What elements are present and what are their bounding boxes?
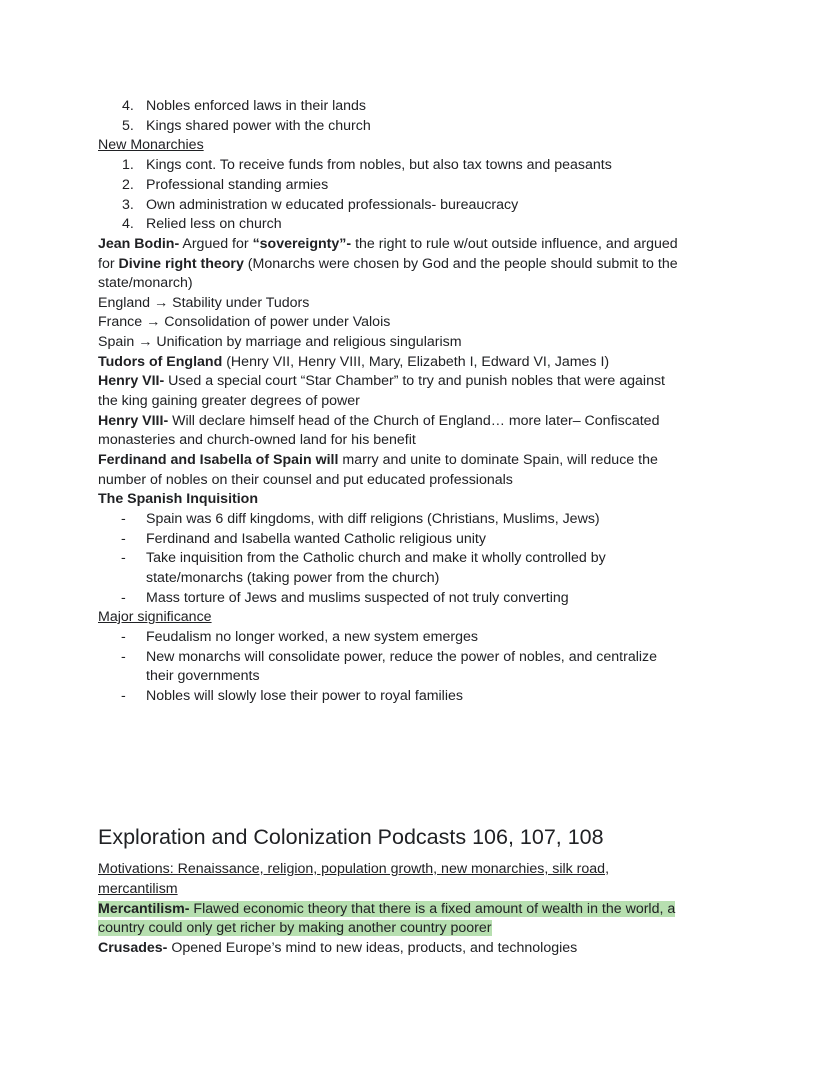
mercantilism-line-2 [98,919,492,939]
list-item: Feudalism no longer worked, a new system emerges [146,629,478,645]
henry8-line-2: monasteries and church-owned land for his benefit [98,432,416,448]
term: Divine right theory [118,256,244,272]
text: marry and unite to dominate Spain, will reduce the [338,452,658,468]
list-item: Spain was 6 diff kingdoms, with diff religions (Christians, Muslims, Jews) [146,511,600,527]
motivations-line-2: mercantilism [98,881,178,897]
list-item: their governments [146,668,260,684]
ferdinand-line-1 [98,451,658,471]
term: Jean Bodin- [98,236,180,252]
bullet-dash: - [121,550,126,566]
list-item: Kings shared power with the church [146,118,371,134]
highlight [98,901,675,917]
text: (Monarchs were chosen by God and the people should submit to the [243,256,678,272]
list-item: state/monarchs (taking power from the church) [146,570,440,586]
text: (Henry VII, Henry VIII, Mary, Elizabeth I, Edward VI, James I) [222,354,610,370]
list-item: Nobles will slowly lose their power to royal families [146,688,463,704]
list-item: Take inquisition from the Catholic church and make it wholly controlled by [146,550,606,566]
list-item: New monarchs will consolidate power, reduce the power of nobles, and centralize [146,649,658,665]
list-number: 4. [122,98,134,114]
list-item: Relied less on church [146,216,282,232]
spain-line: Spain → Unification by marriage and religious singularism [98,334,462,350]
bullet-dash: - [121,688,126,704]
bullet-dash: - [121,649,126,665]
list-number: 1. [122,157,134,173]
term: Henry VII- [98,373,165,389]
list-number: 4. [122,216,134,232]
text: the right to rule w/out outside influence, and argued [351,236,678,252]
bullet-dash: - [121,531,126,547]
henry7-line-2: the king gaining greater degrees of power [98,393,360,409]
text: Will declare himself head of the Church of England… more later– Confiscated [168,413,660,429]
text: Flawed economic theory that there is a fixed amount of wealth in the world, a [189,901,676,917]
tudors-line [98,353,609,373]
list-item: Ferdinand and Isabella wanted Catholic religious unity [146,531,486,547]
new-monarchies-heading: New Monarchies [98,137,204,153]
list-item: Own administration w educated professionals- bureaucracy [146,197,519,213]
ferdinand-line-2: number of nobles on their counsel and put educated professionals [98,472,513,488]
list-item: Nobles enforced laws in their lands [146,98,367,114]
bullet-dash: - [121,590,126,606]
bodin-line-3: state/monarch) [98,275,193,291]
bullet-dash: - [121,511,126,527]
crusades-line [98,939,577,959]
bodin-line-1 [98,235,678,255]
text: Used a special court “Star Chamber” to try and punish nobles that were against [164,373,665,389]
list-number: 2. [122,177,134,193]
text: for [98,256,119,272]
list-number: 3. [122,197,134,213]
france-line: France → Consolidation of power under Valois [98,314,391,330]
term: Crusades- [98,940,168,956]
highlight: country could only get richer by making another country poorer [98,920,492,936]
term: Tudors of England [98,354,223,370]
bodin-line-2 [98,255,678,275]
list-item: Professional standing armies [146,177,329,193]
motivations-line-1: Motivations: Renaissance, religion, population growth, new monarchies, silk road, [98,861,610,877]
henry7-line-1 [98,372,665,392]
term: Mercantilism- [98,901,190,917]
term: Henry VIII- [98,413,169,429]
major-significance-heading: Major significance [98,609,212,625]
bullet-dash: - [121,629,126,645]
list-item: Kings cont. To receive funds from nobles, but also tax towns and peasants [146,157,612,173]
section-title: Exploration and Colonization Podcasts 106, 107, 108 [98,825,604,849]
henry8-line-1 [98,412,659,432]
text: Argued for [179,236,253,252]
list-number: 5. [122,118,134,134]
term: Ferdinand and Isabella of Spain will [98,452,339,468]
mercantilism-line-1 [98,900,675,920]
list-item: Mass torture of Jews and muslims suspected of not truly converting [146,590,569,606]
england-line: England → Stability under Tudors [98,295,310,311]
term: “sovereignty”- [252,236,352,252]
text: Opened Europe’s mind to new ideas, products, and technologies [167,940,578,956]
inquisition-heading: The Spanish Inquisition [98,491,259,507]
